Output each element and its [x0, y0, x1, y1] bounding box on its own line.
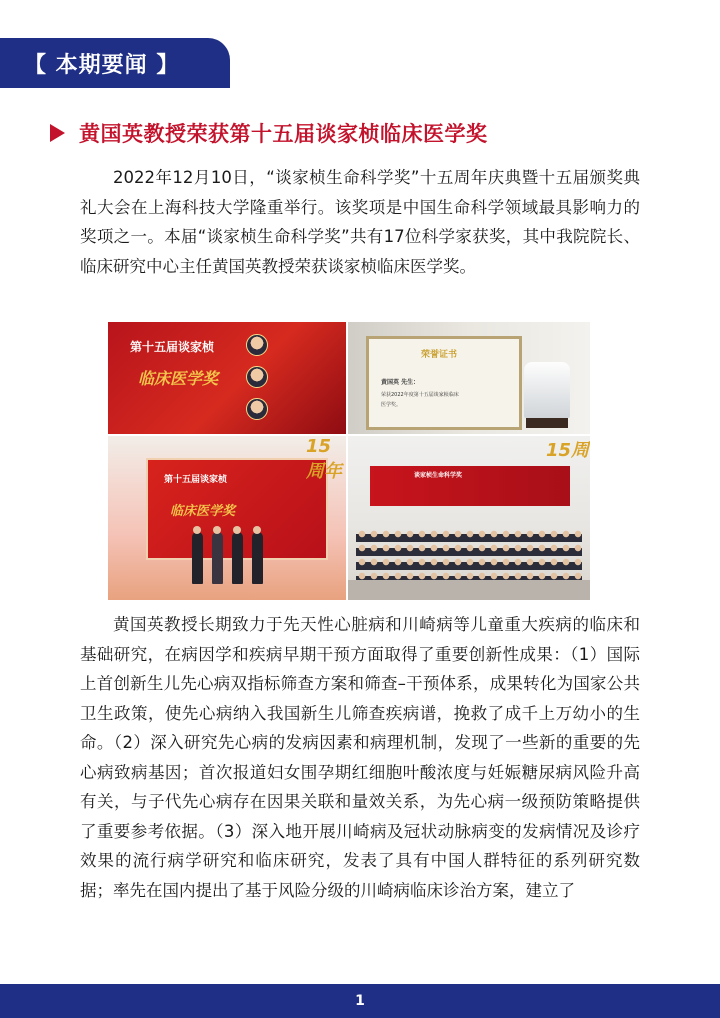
- section-tab-label: 【 本期要闻 】: [24, 52, 180, 78]
- group-crowd: [356, 528, 582, 580]
- screen-title: 第十五届谈家桢: [164, 475, 228, 485]
- page-number: 1: [355, 993, 365, 1009]
- banner-text: 谈家桢生命科学奖: [414, 472, 463, 479]
- anniversary-logo: 15周年: [306, 436, 342, 482]
- portrait-icon: [246, 334, 268, 356]
- person-head: [213, 526, 221, 534]
- person-figure: [212, 532, 223, 584]
- article-paragraph-2: 黄国英教授长期致力于先天性心脏病和川崎病等儿童重大疾病的临床和基础研究，在病因学和疾病早期干预方面取得了重要创新性成果：（1）国际上首创新生儿先心病双指标筛查方案和筛查–干预体系，成果转化为国家公共卫生政策，使先心病纳入我国新生儿筛查疾病谱，挽救了成千上万幼小的生命。（2）深入研究先心病的发病因素和病理机制，发现了一些新的重要的先心病致病基因；首次报道妇女围孕期红细胞叶酸浓度与妊娠糖尿病风险升高有关，与子代先心病存在因果关联和量效关系，为先心病一级预防策略提供了重要参考依据。（3）深入地开展川崎病及冠状动脉病变的发病情况及诊疗效果的流行病学研究和临床研究，发表了具有中国人群特征的系列研究数据；率先在国内提出了基于风险分级的川崎病临床诊治方案，建立了: [80, 615, 640, 900]
- person-figure: [232, 532, 243, 584]
- person-figure: [192, 532, 203, 584]
- anniversary-logo: 15周: [546, 440, 590, 461]
- event-banner: [370, 466, 570, 506]
- person-head: [233, 526, 241, 534]
- screen-subtitle: 临床医学奖: [170, 504, 236, 519]
- certificate-heading: 荣誉证书: [421, 350, 458, 360]
- certificate-line: 荣获2022年度第十五届谈家桢临床: [381, 392, 459, 398]
- article-header: [50, 118, 690, 148]
- page-footer: [0, 984, 720, 1018]
- person-head: [253, 526, 261, 534]
- slide-subtitle: 临床医学奖: [138, 369, 219, 388]
- photo-stage-ceremony: [108, 436, 346, 600]
- certificate-name: 黄国英 先生：: [381, 379, 420, 386]
- slide-title: 第十五届谈家桢: [130, 340, 215, 354]
- portrait-icon: [246, 398, 268, 420]
- trophy-icon: [524, 362, 570, 418]
- article-paragraph-1: 2022年12月10日，“谈家桢生命科学奖”十五周年庆典暨十五届颁奖典礼大会在上海科技大学隆重举行。该奖项是中国生命科学领域最具影响力的奖项之一。本届“谈家桢生命科学奖”共有17位科学家获奖，其中我院院长、临床研究中心主任黄国英教授荣获谈家桢临床医学奖。: [80, 168, 640, 276]
- portrait-icon: [246, 366, 268, 388]
- photo-group: [348, 436, 590, 600]
- section-tab: [0, 38, 230, 88]
- photo-certificate: [348, 322, 590, 434]
- article-title: 黄国英教授荣获第十五届谈家桢临床医学奖: [79, 122, 488, 146]
- floor: [348, 580, 590, 600]
- person-head: [193, 526, 201, 534]
- trophy-base: [526, 418, 568, 428]
- certificate-line-2: 医学奖。: [381, 402, 402, 408]
- photo-award-slide: [108, 322, 346, 434]
- certificate: [366, 336, 522, 430]
- photo-collage: [108, 322, 590, 600]
- person-figure: [252, 532, 263, 584]
- triangle-bullet-icon: [50, 124, 65, 142]
